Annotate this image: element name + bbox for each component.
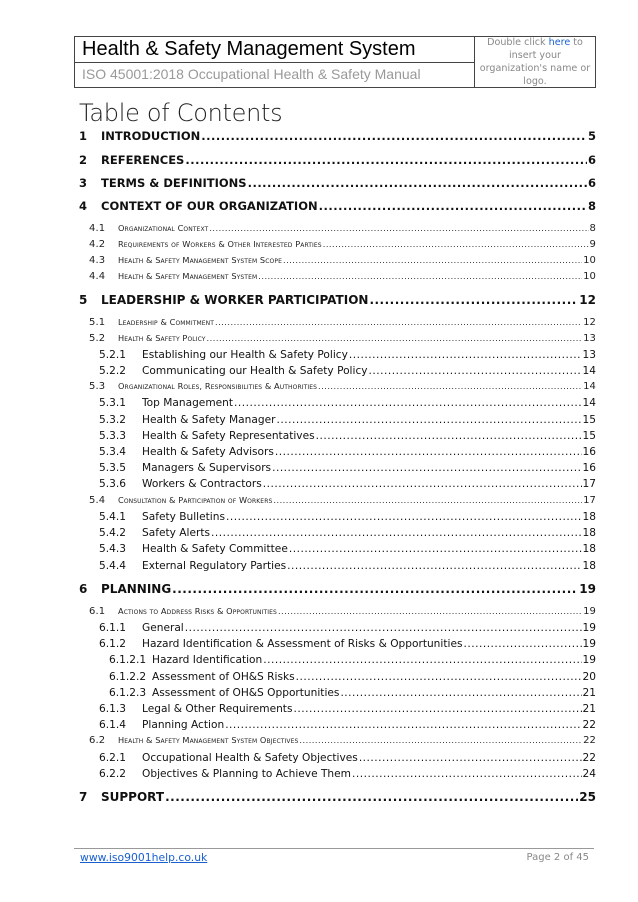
toc-dot-leader [349, 349, 582, 361]
toc-dot-leader [215, 317, 582, 327]
toc-dot-leader [319, 199, 587, 213]
toc-entry-number: 6.1.2.2 [109, 671, 147, 683]
toc-entry-page: 9 [589, 239, 596, 250]
toc-entry-number: 4.2 [89, 239, 106, 250]
toc-entry-title: Objectives & Planning to Achieve Them [142, 768, 351, 780]
toc-dot-leader [316, 430, 582, 442]
logo-note-pre: Double click [487, 37, 549, 48]
toc-entry-title: Organizational Context [118, 223, 209, 233]
toc-entry-page: 24 [582, 768, 596, 780]
toc-dot-leader [276, 414, 581, 426]
toc-entry-title: Workers & Contractors [142, 478, 262, 490]
toc-entry-title: Assessment of OH&S Risks [152, 671, 295, 683]
toc-entry-title: Top Management [142, 397, 234, 409]
toc-entry[interactable] [89, 381, 596, 392]
toc-entry-number: 5.2.1 [99, 349, 126, 361]
toc-dot-leader [352, 768, 582, 780]
toc-entry-title: PLANNING [101, 582, 172, 596]
toc-entry[interactable] [89, 606, 596, 617]
toc-entry-number: 5.3.3 [99, 430, 126, 442]
toc-dot-leader [359, 752, 582, 764]
toc-entry-number: 5.3.2 [99, 414, 126, 426]
toc-dot-leader [209, 223, 588, 233]
toc-entry[interactable] [79, 582, 596, 596]
toc-dot-leader [272, 462, 581, 474]
toc-dot-leader [165, 790, 578, 804]
toc-entry-page: 14 [582, 397, 596, 409]
toc-entry[interactable] [99, 462, 596, 474]
toc-dot-leader [318, 381, 582, 391]
toc-dot-leader [340, 687, 581, 699]
toc-dot-leader [369, 365, 582, 377]
toc-entry[interactable] [99, 478, 596, 490]
toc-entry-page: 21 [582, 703, 596, 715]
toc-entry-page: 19 [583, 606, 596, 617]
toc-dot-leader [283, 255, 582, 265]
toc-entry-number: 5.4.2 [99, 527, 126, 539]
toc-entry-number: 5.1 [89, 317, 106, 328]
toc-entry[interactable] [79, 176, 596, 190]
toc-dot-leader [248, 176, 587, 190]
toc-entry-number: 6.1.2.1 [109, 654, 147, 666]
toc-entry-number: 5.2 [89, 333, 106, 344]
toc-entry[interactable] [99, 543, 596, 555]
toc-entry[interactable] [79, 129, 596, 143]
logo-note-post: to insert your organization's name or logo. [479, 37, 591, 87]
toc-entry-title: Health & Safety Representatives [142, 430, 315, 442]
toc-entry-number: 4.1 [89, 223, 106, 234]
toc-entry-page: 5 [587, 129, 596, 143]
toc-entry-page: 14 [582, 365, 596, 377]
toc-dot-leader [263, 478, 582, 490]
toc-entry-title: SUPPORT [101, 790, 165, 804]
toc-entry-page: 21 [582, 687, 596, 699]
toc-entry-page: 17 [583, 495, 596, 506]
toc-entry-number: 5 [79, 293, 88, 307]
toc-entry[interactable] [99, 638, 596, 650]
toc-entry-page: 18 [582, 527, 596, 539]
toc-entry[interactable] [89, 255, 596, 266]
toc-dot-leader [258, 271, 582, 281]
footer-page-number: Page 2 of 45 [526, 852, 589, 863]
toc-entry-number: 7 [79, 790, 88, 804]
toc-entry-page: 18 [582, 511, 596, 523]
toc-dot-leader [207, 333, 583, 343]
toc-entry-number: 6 [79, 582, 88, 596]
toc-entry-title: Hazard Identification & Assessment of Risks & Opportunities [142, 638, 463, 650]
toc-entry-page: 12 [583, 317, 596, 328]
toc-entry-number: 5.4 [89, 495, 106, 506]
toc-dot-leader [273, 495, 582, 505]
toc-entry-page: 19 [582, 654, 596, 666]
toc-entry-title: Organizational Roles, Responsibilities & Authorities [118, 381, 318, 391]
toc-entry-page: 18 [582, 543, 596, 555]
footer-website-link[interactable]: www.iso9001help.co.uk [80, 851, 208, 864]
toc-entry-title: Planning Action [142, 719, 225, 731]
toc-entry-page: 15 [582, 430, 596, 442]
toc-entry-number: 3 [79, 176, 88, 190]
toc-entry[interactable] [99, 349, 596, 361]
toc-dot-leader [296, 671, 582, 683]
toc-entry-number: 5.4.3 [99, 543, 126, 555]
toc-entry[interactable] [99, 365, 596, 377]
toc-entry[interactable] [99, 397, 596, 409]
toc-entry-page: 19 [582, 638, 596, 650]
footer-divider [74, 848, 594, 849]
toc-entry[interactable] [89, 271, 596, 282]
toc-entry-page: 22 [583, 735, 596, 746]
toc-entry-page: 6 [587, 153, 596, 167]
toc-entry-number: 4 [79, 199, 88, 213]
toc-entry-title: Leadership & Commitment [118, 317, 214, 327]
toc-entry-page: 16 [582, 462, 596, 474]
toc-entry-number: 6.1.2 [99, 638, 126, 650]
logo-here-link[interactable]: here [548, 37, 571, 48]
toc-entry-title: Health & Safety Advisors [142, 446, 274, 458]
toc-entry-page: 12 [579, 293, 596, 307]
toc-entry[interactable] [99, 560, 596, 572]
toc-dot-leader [225, 719, 581, 731]
toc-entry-number: 4.4 [89, 271, 106, 282]
toc-entry-page: 17 [582, 478, 596, 490]
toc-entry-title: Actions to Address Risks & Opportunities [118, 606, 277, 616]
toc-entry-page: 19 [579, 582, 596, 596]
toc-entry-title: CONTEXT OF OUR ORGANIZATION [101, 199, 318, 213]
toc-entry-page: 13 [582, 349, 596, 361]
toc-entry-number: 6.2.1 [99, 752, 126, 764]
toc-entry-page: 20 [582, 671, 596, 683]
toc-entry-title: LEADERSHIP & WORKER PARTICIPATION [101, 293, 369, 307]
toc-entry-page: 19 [582, 622, 596, 634]
toc-entry-number: 5.3.6 [99, 478, 126, 490]
toc-entry-title: REFERENCES [101, 153, 185, 167]
toc-dot-leader [287, 560, 581, 572]
toc-entry[interactable] [89, 317, 596, 328]
toc-entry[interactable] [89, 735, 596, 746]
toc-heading: Table of Contents [79, 99, 283, 127]
toc-entry-number: 5.4.4 [99, 560, 126, 572]
toc-entry-title: Health & Safety Committee [142, 543, 288, 555]
toc-entry[interactable] [79, 293, 596, 307]
toc-entry[interactable] [99, 752, 596, 764]
toc-entry-number: 4.3 [89, 255, 106, 266]
toc-entry-number: 5.4.1 [99, 511, 126, 523]
toc-entry[interactable] [89, 333, 596, 344]
toc-entry-page: 6 [587, 176, 596, 190]
toc-entry[interactable] [89, 223, 596, 234]
toc-entry-number: 1 [79, 129, 88, 143]
toc-entry[interactable] [89, 495, 596, 506]
toc-entry-title: Hazard Identification [152, 654, 263, 666]
toc-entry-title: Safety Alerts [142, 527, 210, 539]
toc-entry-page: 16 [582, 446, 596, 458]
toc-entry[interactable] [99, 719, 596, 731]
toc-entry[interactable] [99, 703, 596, 715]
toc-entry-title: Health & Safety Management System [118, 271, 258, 281]
toc-entry-title: Occupational Health & Safety Objectives [142, 752, 358, 764]
toc-entry-title: Establishing our Health & Safety Policy [142, 349, 348, 361]
toc-entry[interactable] [99, 511, 596, 523]
toc-entry-number: 6.2.2 [99, 768, 126, 780]
toc-entry-page: 8 [587, 199, 596, 213]
toc-entry-title: Safety Bulletins [142, 511, 225, 523]
toc-dot-leader [275, 446, 582, 458]
toc-entry-title: Health & Safety Policy [118, 333, 206, 343]
toc-entry-number: 5.3.5 [99, 462, 126, 474]
toc-entry-title: Assessment of OH&S Opportunities [152, 687, 340, 699]
toc-dot-leader [263, 654, 581, 666]
toc-dot-leader [185, 622, 582, 634]
toc-entry-title: Consultation & Participation of Workers [118, 495, 273, 505]
toc-entry[interactable] [99, 430, 596, 442]
toc-entry-title: Health & Safety Manager [142, 414, 276, 426]
toc-entry[interactable] [99, 527, 596, 539]
toc-dot-leader [234, 397, 581, 409]
toc-entry-title: Health & Safety Management System Scope [118, 255, 282, 265]
toc-entry[interactable] [79, 790, 596, 804]
toc-entry-number: 6.2 [89, 735, 106, 746]
toc-dot-leader [185, 153, 587, 167]
toc-entry[interactable] [99, 768, 596, 780]
toc-entry-number: 6.1 [89, 606, 106, 617]
toc-entry-number: 6.1.3 [99, 703, 126, 715]
toc-entry-title: Legal & Other Requirements [142, 703, 293, 715]
toc-entry-number: 5.3 [89, 381, 106, 392]
toc-entry[interactable] [99, 622, 596, 634]
toc-entry-title: Health & Safety Management System Objectives [118, 735, 299, 745]
toc-entry-page: 14 [583, 381, 596, 392]
toc-entry-number: 6.1.2.3 [109, 687, 147, 699]
toc-dot-leader [463, 638, 581, 650]
toc-entry-page: 10 [583, 271, 596, 282]
toc-dot-leader [172, 582, 578, 596]
toc-entry-page: 22 [582, 752, 596, 764]
toc-dot-leader [289, 543, 582, 555]
toc-entry-page: 13 [583, 333, 596, 344]
toc-entry[interactable] [99, 446, 596, 458]
toc-entry-title: Communicating our Health & Safety Policy [142, 365, 368, 377]
toc-entry-number: 5.3.4 [99, 446, 126, 458]
toc-dot-leader [369, 293, 578, 307]
toc-entry-title: External Regulatory Parties [142, 560, 287, 572]
toc-dot-leader [323, 239, 589, 249]
toc-entry[interactable] [109, 671, 596, 683]
toc-entry-number: 5.3.1 [99, 397, 126, 409]
toc-entry-title: TERMS & DEFINITIONS [101, 176, 247, 190]
toc-entry-page: 18 [582, 560, 596, 572]
toc-dot-leader [211, 527, 582, 539]
toc-entry-number: 5.2.2 [99, 365, 126, 377]
toc-dot-leader [226, 511, 582, 523]
toc-entry[interactable] [79, 153, 596, 167]
toc-dot-leader [294, 703, 582, 715]
toc-entry-page: 22 [582, 719, 596, 731]
toc-entry[interactable] [89, 239, 596, 250]
toc-entry[interactable] [99, 414, 596, 426]
toc-entry[interactable] [79, 199, 596, 213]
toc-entry-title: Managers & Supervisors [142, 462, 272, 474]
toc-dot-leader [278, 606, 582, 616]
toc-entry-title: INTRODUCTION [101, 129, 201, 143]
document-title: Health & Safety Management System [75, 37, 474, 63]
toc-dot-leader [299, 735, 582, 745]
toc-entry-number: 6.1.1 [99, 622, 126, 634]
toc-entry[interactable] [109, 654, 596, 666]
toc-entry-title: Requirements of Workers & Other Interested Parties [118, 239, 322, 249]
toc-dot-leader [201, 129, 587, 143]
toc-entry-page: 25 [579, 790, 596, 804]
toc-entry-number: 6.1.4 [99, 719, 126, 731]
document-subtitle: ISO 45001:2018 Occupational Health & Safety Manual [82, 66, 421, 82]
toc-entry-page: 8 [589, 223, 596, 234]
toc-entry-number: 2 [79, 153, 88, 167]
toc-entry-title: General [142, 622, 184, 634]
toc-entry-page: 15 [582, 414, 596, 426]
toc-entry[interactable] [109, 687, 596, 699]
toc-entry-page: 10 [583, 255, 596, 266]
